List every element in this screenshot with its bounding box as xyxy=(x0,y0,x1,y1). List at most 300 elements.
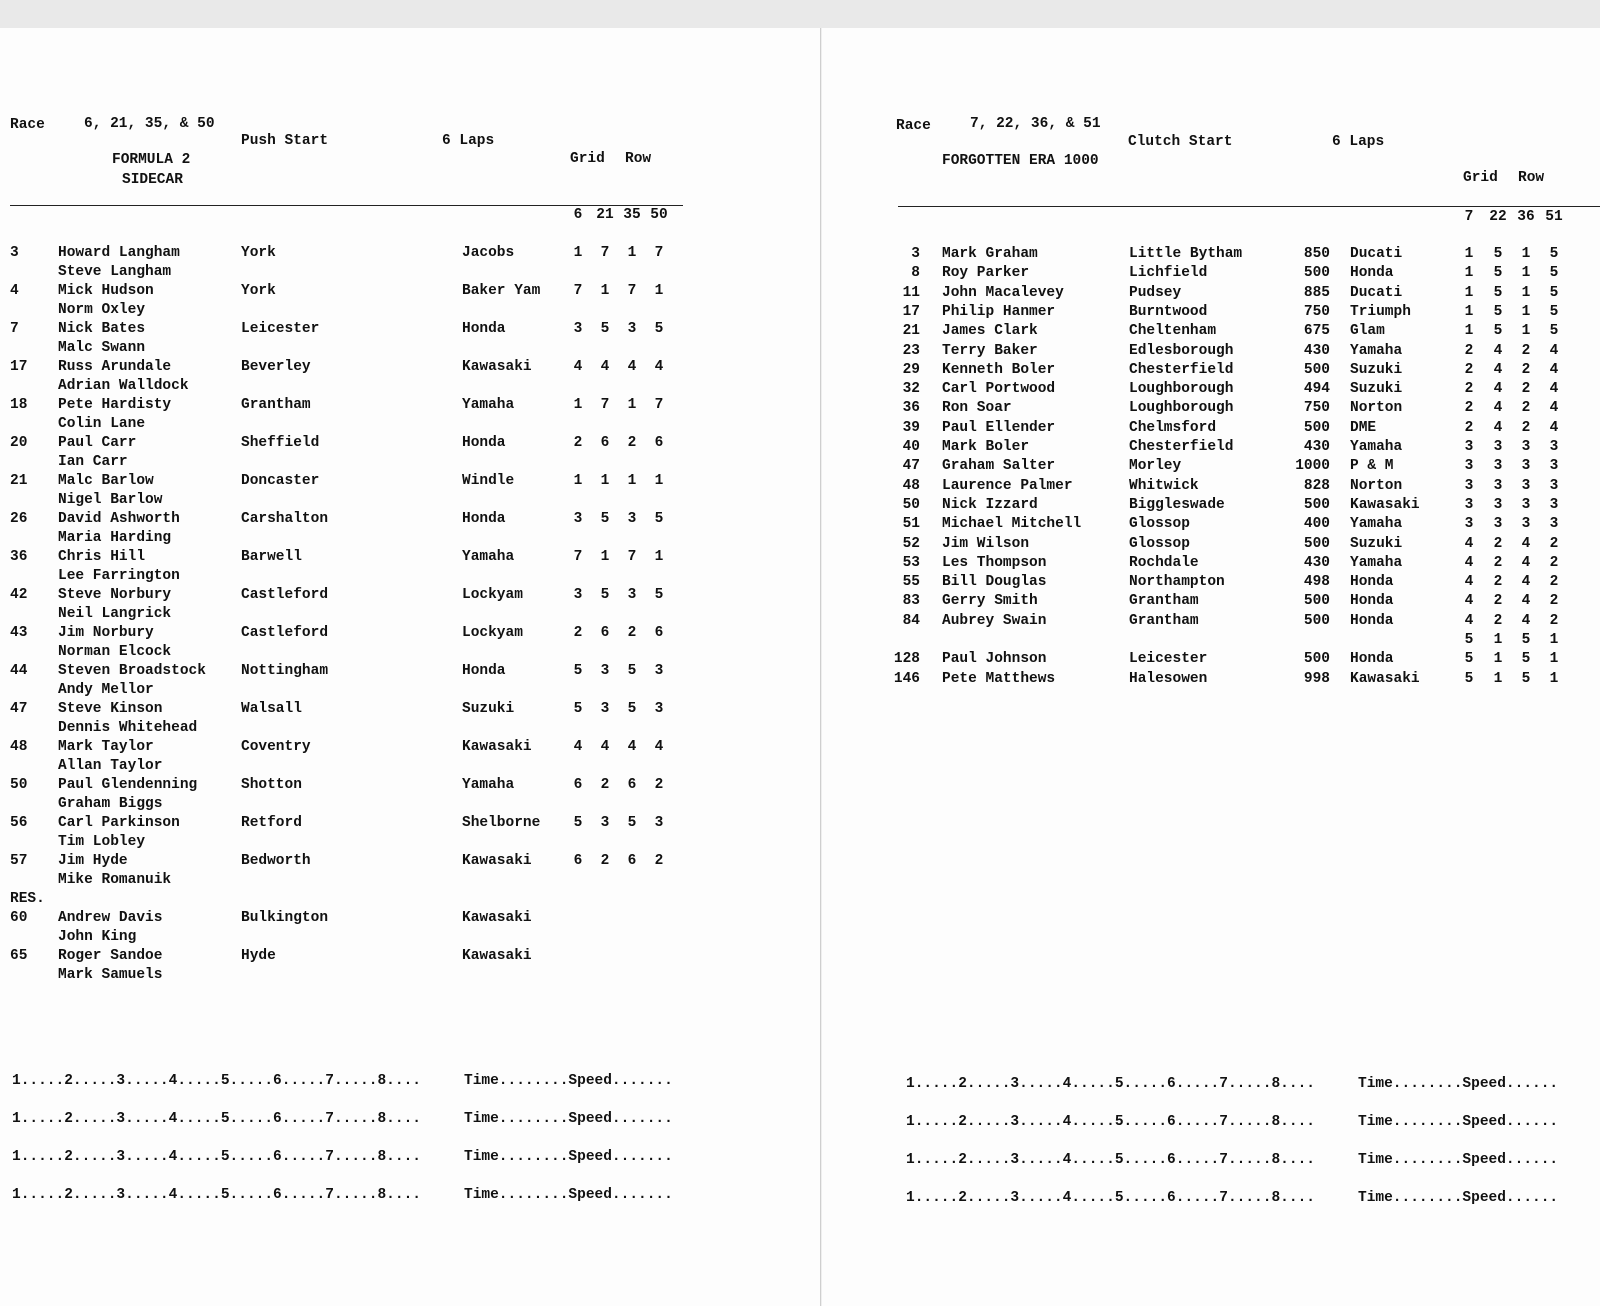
right-page xyxy=(822,28,1600,1306)
rider-name: Pete Hardisty xyxy=(58,397,172,413)
grid-position: 1 xyxy=(1464,265,1474,282)
machine-make: Suzuki xyxy=(1350,381,1403,398)
entry-number: 26 xyxy=(10,511,28,527)
grid-position: 5 xyxy=(1549,265,1559,282)
grid-position: 3 xyxy=(573,321,583,337)
time-speed-line: Time........Speed...... xyxy=(1358,1076,1559,1092)
reserve-name: Roger Sandoe xyxy=(58,948,163,964)
grid-position: 4 xyxy=(1493,381,1503,398)
rider-name: Carl Parkinson xyxy=(58,815,180,831)
rider-name: Dennis Whitehead xyxy=(58,720,198,736)
grid-position: 2 xyxy=(627,625,637,641)
rider-town: Glossop xyxy=(1129,535,1190,552)
row-header: Row xyxy=(1518,170,1545,186)
rider-town: Edlesborough xyxy=(1129,342,1234,359)
grid-position: 1 xyxy=(1549,651,1559,668)
engine-cc: 750 xyxy=(1303,303,1330,320)
rider-name: David Ashworth xyxy=(58,511,180,527)
engine-cc: 400 xyxy=(1303,516,1330,533)
engine-cc: 998 xyxy=(1303,670,1330,687)
entry-number: 29 xyxy=(902,361,920,378)
rider-town: Whitwick xyxy=(1129,477,1199,494)
reserve-town: Bulkington xyxy=(241,910,329,926)
grid-position: 1 xyxy=(1493,651,1503,668)
grid-position: 2 xyxy=(1464,419,1474,436)
grid-position: 4 xyxy=(1493,342,1503,359)
grid-position: 3 xyxy=(1493,439,1503,455)
grid-position: 2 xyxy=(1521,400,1531,417)
grid-position: 3 xyxy=(1464,439,1474,455)
rider-name: Allan Taylor xyxy=(58,758,163,774)
grid-position: 4 xyxy=(600,359,610,375)
rider-name: Roy Parker xyxy=(942,265,1030,282)
entry-number: 42 xyxy=(10,587,28,603)
grid-position: 5 xyxy=(1493,323,1503,340)
grid-position: 4 xyxy=(1464,535,1474,552)
machine-make: Honda xyxy=(1350,574,1394,591)
machine-make: Yamaha xyxy=(1350,554,1403,571)
rider-town: Grantham xyxy=(1129,612,1199,629)
grid-position: 3 xyxy=(573,511,583,527)
grid-position: 7 xyxy=(573,283,583,299)
grid-position: 2 xyxy=(1549,535,1559,552)
lap-line: 1.....2.....3.....4.....5.....6.....7.....8.... xyxy=(12,1187,421,1203)
lap-line: 1.....2.....3.....4.....5.....6.....7.....8.... xyxy=(12,1149,421,1165)
grid-position: 4 xyxy=(1549,400,1559,417)
rider-name: Gerry Smith xyxy=(942,593,1038,610)
entry-number: 51 xyxy=(902,516,920,533)
grid-position: 5 xyxy=(1464,632,1474,648)
grid-position: 2 xyxy=(573,435,583,451)
grid-position: 2 xyxy=(1549,554,1559,571)
class-title: FORGOTTEN ERA 1000 xyxy=(942,153,1099,169)
rider-name: Philip Hanmer xyxy=(942,303,1056,320)
rider-town: Grantham xyxy=(241,397,311,413)
entry-number: 32 xyxy=(902,381,920,398)
rider-town: Loughborough xyxy=(1129,381,1234,398)
grid-position: 2 xyxy=(1493,612,1503,629)
grid-position: 1 xyxy=(654,549,664,565)
entry-number: 4 xyxy=(10,283,19,299)
race-column-number: 7 xyxy=(1464,209,1474,225)
grid-position: 2 xyxy=(1493,593,1503,610)
rider-town: York xyxy=(241,283,276,299)
lap-line: 1.....2.....3.....4.....5.....6.....7.....8.... xyxy=(906,1152,1315,1168)
machine-make: Yamaha xyxy=(1350,439,1403,455)
rider-name: Terry Baker xyxy=(942,342,1038,359)
time-speed-line: Time........Speed....... xyxy=(464,1187,673,1203)
machine-name: Kawasaki xyxy=(462,739,532,755)
grid-position: 4 xyxy=(627,359,637,375)
grid-position: 2 xyxy=(600,777,610,793)
grid-position: 1 xyxy=(1521,303,1531,320)
machine-make: Norton xyxy=(1350,400,1403,417)
entry-number: 47 xyxy=(902,458,920,475)
grid-position: 1 xyxy=(1464,323,1474,340)
grid-position: 4 xyxy=(1464,612,1474,629)
entry-number: 84 xyxy=(902,612,920,629)
lap-line: 1.....2.....3.....4.....5.....6.....7.....8.... xyxy=(906,1076,1315,1092)
grid-position: 5 xyxy=(1549,303,1559,320)
entry-number: 55 xyxy=(902,574,920,591)
engine-cc: 500 xyxy=(1303,496,1330,513)
rider-town: Burntwood xyxy=(1129,303,1208,320)
rider-town: Cheltenham xyxy=(1129,323,1217,340)
grid-position: 3 xyxy=(1464,458,1474,475)
engine-cc: 885 xyxy=(1303,284,1330,301)
race-column-number: 36 xyxy=(1517,209,1535,225)
grid-position: 4 xyxy=(627,739,637,755)
grid-position: 4 xyxy=(1464,574,1474,591)
time-speed-line: Time........Speed...... xyxy=(1358,1114,1559,1130)
grid-position: 4 xyxy=(1464,554,1474,571)
rider-name: Nick Izzard xyxy=(942,496,1038,513)
grid-position: 1 xyxy=(600,549,610,565)
grid-position: 1 xyxy=(600,473,610,489)
grid-position: 4 xyxy=(1521,593,1531,610)
rider-name: Chris Hill xyxy=(58,549,146,565)
grid-position: 2 xyxy=(1549,574,1559,591)
engine-cc: 850 xyxy=(1303,246,1330,262)
grid-position: 3 xyxy=(627,511,637,527)
rider-town: Northampton xyxy=(1129,574,1225,591)
rider-town: Chesterfield xyxy=(1129,361,1234,378)
entry-number: 36 xyxy=(10,549,28,565)
lap-line: 1.....2.....3.....4.....5.....6.....7.....8.... xyxy=(12,1073,421,1089)
rider-name: Ron Soar xyxy=(942,400,1012,417)
grid-position: 5 xyxy=(1493,303,1503,320)
rider-town: Lichfield xyxy=(1129,265,1208,282)
rider-town: Halesowen xyxy=(1129,670,1208,687)
grid-position: 4 xyxy=(1521,574,1531,591)
grid-position: 5 xyxy=(600,587,610,603)
rider-name: Nick Bates xyxy=(58,321,146,337)
entry-number: 52 xyxy=(902,535,920,552)
grid-position: 1 xyxy=(1521,246,1531,262)
grid-header: Grid xyxy=(1463,170,1498,186)
rider-town: Castleford xyxy=(241,587,329,603)
rider-town: Coventry xyxy=(241,739,311,755)
grid-position: 3 xyxy=(1493,496,1503,513)
engine-cc: 430 xyxy=(1303,439,1330,455)
grid-position: 4 xyxy=(1521,535,1531,552)
race-column-number: 50 xyxy=(650,207,668,223)
rider-name: Carl Portwood xyxy=(942,381,1056,398)
lap-line: 1.....2.....3.....4.....5.....6.....7.....8.... xyxy=(906,1190,1315,1206)
grid-position: 5 xyxy=(1549,284,1559,301)
machine-make: Yamaha xyxy=(1350,342,1403,359)
grid-position: 5 xyxy=(654,511,664,527)
machine-name: Lockyam xyxy=(462,587,523,603)
machine-make: Yamaha xyxy=(1350,516,1403,533)
grid-position: 2 xyxy=(573,625,583,641)
rider-town: Chesterfield xyxy=(1129,439,1234,455)
grid-position: 7 xyxy=(654,397,664,413)
grid-position: 5 xyxy=(1521,670,1531,687)
engine-cc: 500 xyxy=(1303,593,1330,610)
machine-make: Ducati xyxy=(1350,246,1403,262)
machine-name: Baker Yam xyxy=(462,283,541,299)
machine-make: Honda xyxy=(1350,612,1394,629)
reserve-number: 60 xyxy=(10,910,28,926)
grid-position: 3 xyxy=(627,321,637,337)
entry-number: 39 xyxy=(902,419,920,436)
machine-name: Suzuki xyxy=(462,701,515,717)
machine-name: Jacobs xyxy=(462,245,515,261)
grid-position: 5 xyxy=(627,701,637,717)
rider-name: Paul Johnson xyxy=(942,651,1047,668)
rider-town: Barwell xyxy=(241,549,302,565)
grid-position: 2 xyxy=(1493,554,1503,571)
machine-name: Lockyam xyxy=(462,625,523,641)
grid-position: 3 xyxy=(1521,516,1531,533)
grid-position: 2 xyxy=(1493,535,1503,552)
entry-number: 48 xyxy=(10,739,28,755)
machine-make: Kawasaki xyxy=(1350,670,1420,687)
grid-position: 3 xyxy=(1549,516,1559,533)
rider-town: Chelmsford xyxy=(1129,419,1217,436)
entry-number: 11 xyxy=(902,284,920,301)
machine-name: Windle xyxy=(462,473,515,489)
engine-cc: 1000 xyxy=(1295,458,1330,475)
time-speed-line: Time........Speed....... xyxy=(464,1111,673,1127)
grid-position: 1 xyxy=(573,397,583,413)
laps: 6 Laps xyxy=(442,133,495,149)
rider-name: Jim Hyde xyxy=(58,853,128,869)
rider-name: Graham Salter xyxy=(942,458,1056,475)
class-title: FORMULA 2 xyxy=(112,152,191,168)
entry-number: 48 xyxy=(902,477,920,494)
lap-line: 1.....2.....3.....4.....5.....6.....7.....8.... xyxy=(906,1114,1315,1130)
rider-town: Pudsey xyxy=(1129,284,1182,301)
grid-position: 2 xyxy=(1521,342,1531,359)
rider-name: Mark Graham xyxy=(942,246,1038,262)
entry-number: 21 xyxy=(902,323,920,340)
entry-number: 8 xyxy=(911,265,920,282)
grid-position: 1 xyxy=(654,473,664,489)
rider-name: Neil Langrick xyxy=(58,606,172,622)
grid-position: 2 xyxy=(1464,361,1474,378)
grid-position: 5 xyxy=(654,587,664,603)
entry-number: 17 xyxy=(902,303,920,320)
entry-number: 36 xyxy=(902,400,920,417)
rider-name: Andy Mellor xyxy=(58,682,154,698)
grid-position: 4 xyxy=(1549,419,1559,436)
grid-position: 2 xyxy=(1549,593,1559,610)
grid-position: 4 xyxy=(1521,612,1531,629)
race-column-number: 35 xyxy=(623,207,641,223)
grid-position: 4 xyxy=(1493,419,1503,436)
header-rule xyxy=(898,206,1600,207)
grid-position: 7 xyxy=(573,549,583,565)
engine-cc: 500 xyxy=(1303,535,1330,552)
race-label: Race xyxy=(896,118,931,134)
grid-position: 1 xyxy=(1464,303,1474,320)
machine-make: Honda xyxy=(1350,651,1394,668)
machine-name: Honda xyxy=(462,511,506,527)
grid-position: 5 xyxy=(1493,284,1503,301)
grid-position: 3 xyxy=(654,701,664,717)
rider-town: Castleford xyxy=(241,625,329,641)
machine-make: Ducati xyxy=(1350,284,1403,301)
machine-name: Kawasaki xyxy=(462,853,532,869)
header-rule xyxy=(10,205,683,206)
engine-cc: 500 xyxy=(1303,651,1330,668)
grid-position: 6 xyxy=(654,625,664,641)
grid-position: 6 xyxy=(600,435,610,451)
race-column-number: 22 xyxy=(1489,209,1507,225)
entry-number: 44 xyxy=(10,663,28,679)
engine-cc: 500 xyxy=(1303,361,1330,378)
grid-position: 2 xyxy=(1464,381,1474,398)
grid-position: 2 xyxy=(1521,361,1531,378)
grid-position: 7 xyxy=(600,397,610,413)
grid-position: 3 xyxy=(1464,477,1474,494)
rider-town: Morley xyxy=(1129,458,1182,475)
lap-line: 1.....2.....3.....4.....5.....6.....7.....8.... xyxy=(12,1111,421,1127)
entry-number: 47 xyxy=(10,701,28,717)
entry-number: 18 xyxy=(10,397,28,413)
engine-cc: 500 xyxy=(1303,419,1330,436)
grid-position: 4 xyxy=(1493,361,1503,378)
grid-position: 3 xyxy=(600,815,610,831)
rider-name: Malc Barlow xyxy=(58,473,154,489)
grid-position: 3 xyxy=(573,587,583,603)
rider-name: Howard Langham xyxy=(58,245,180,261)
engine-cc: 675 xyxy=(1303,323,1330,340)
grid-position: 1 xyxy=(1521,323,1531,340)
rider-town: Leicester xyxy=(241,321,320,337)
grid-position: 4 xyxy=(1493,400,1503,417)
machine-name: Yamaha xyxy=(462,777,515,793)
engine-cc: 828 xyxy=(1303,477,1330,494)
grid-position: 4 xyxy=(1549,342,1559,359)
entry-number: 3 xyxy=(911,246,920,262)
grid-position: 6 xyxy=(627,777,637,793)
rider-town: Bedworth xyxy=(241,853,311,869)
rider-town: Biggleswade xyxy=(1129,496,1225,513)
start-type: Clutch Start xyxy=(1128,134,1233,150)
race-numbers: 6, 21, 35, & 50 xyxy=(84,116,215,132)
engine-cc: 430 xyxy=(1303,342,1330,359)
grid-position: 7 xyxy=(627,549,637,565)
grid-position: 2 xyxy=(654,777,664,793)
grid-position: 4 xyxy=(1549,381,1559,398)
grid-position: 1 xyxy=(627,473,637,489)
reserve-name: Andrew Davis xyxy=(58,910,163,926)
race-numbers: 7, 22, 36, & 51 xyxy=(970,116,1101,132)
machine-make: DME xyxy=(1350,419,1377,436)
machine-name: Yamaha xyxy=(462,549,515,565)
grid-position: 4 xyxy=(654,359,664,375)
grid-position: 1 xyxy=(600,283,610,299)
grid-position: 2 xyxy=(1549,612,1559,629)
grid-position: 4 xyxy=(654,739,664,755)
grid-position: 4 xyxy=(573,739,583,755)
engine-cc: 500 xyxy=(1303,265,1330,282)
start-type: Push Start xyxy=(241,133,329,149)
grid-position: 5 xyxy=(627,815,637,831)
grid-position: 5 xyxy=(1464,670,1474,687)
rider-name: Maria Harding xyxy=(58,530,172,546)
rider-town: Glossop xyxy=(1129,516,1190,533)
grid-position: 1 xyxy=(1464,246,1474,262)
rider-name: Lee Farrington xyxy=(58,568,180,584)
entry-number: 56 xyxy=(10,815,28,831)
grid-position: 3 xyxy=(654,815,664,831)
time-speed-line: Time........Speed...... xyxy=(1358,1190,1559,1206)
engine-cc: 750 xyxy=(1303,400,1330,417)
grid-position: 2 xyxy=(1464,400,1474,417)
grid-position: 3 xyxy=(627,587,637,603)
rider-name: Colin Lane xyxy=(58,416,146,432)
reserve-machine: Kawasaki xyxy=(462,910,532,926)
rider-town: Leicester xyxy=(1129,651,1208,668)
rider-name: Steve Kinson xyxy=(58,701,163,717)
grid-position: 7 xyxy=(600,245,610,261)
race-column-number: 51 xyxy=(1545,209,1563,225)
grid-position: 3 xyxy=(1493,458,1503,475)
machine-make: Honda xyxy=(1350,593,1394,610)
rider-name: Michael Mitchell xyxy=(942,516,1082,533)
entry-number: 17 xyxy=(10,359,28,375)
entry-number: 146 xyxy=(893,670,920,687)
rider-town: Beverley xyxy=(241,359,311,375)
rider-name: Jim Wilson xyxy=(942,535,1030,552)
grid-position: 4 xyxy=(1521,554,1531,571)
grid-position: 1 xyxy=(1521,265,1531,282)
rider-name: Steven Broadstock xyxy=(58,663,206,679)
rider-town: Doncaster xyxy=(241,473,320,489)
row-header: Row xyxy=(625,151,652,167)
rider-name: James Clark xyxy=(942,323,1038,340)
rider-town: Shotton xyxy=(241,777,302,793)
grid-position: 2 xyxy=(600,853,610,869)
engine-cc: 500 xyxy=(1303,612,1330,629)
grid-header: Grid xyxy=(570,151,605,167)
grid-position: 6 xyxy=(600,625,610,641)
rider-town: Nottingham xyxy=(241,663,329,679)
machine-make: Glam xyxy=(1350,323,1385,340)
time-speed-line: Time........Speed....... xyxy=(464,1149,673,1165)
grid-position: 2 xyxy=(1493,574,1503,591)
grid-position: 3 xyxy=(1549,439,1559,455)
race-label: Race xyxy=(10,117,45,133)
rider-name: Paul Glendenning xyxy=(58,777,198,793)
engine-cc: 498 xyxy=(1303,574,1330,591)
entry-number: 50 xyxy=(10,777,28,793)
reserves-label: RES. xyxy=(10,891,45,907)
rider-name: Malc Swann xyxy=(58,340,146,356)
entry-number: 43 xyxy=(10,625,28,641)
rider-town: Carshalton xyxy=(241,511,329,527)
grid-position: 5 xyxy=(1521,632,1531,648)
rider-name: Ian Carr xyxy=(58,454,128,470)
grid-position: 1 xyxy=(627,397,637,413)
grid-position: 2 xyxy=(1464,342,1474,359)
grid-position: 5 xyxy=(1521,651,1531,668)
grid-position: 5 xyxy=(654,321,664,337)
machine-make: Triumph xyxy=(1350,303,1411,320)
entry-number: 20 xyxy=(10,435,28,451)
rider-name: Mike Romanuik xyxy=(58,872,172,888)
grid-position: 1 xyxy=(1521,284,1531,301)
rider-town: Little Bytham xyxy=(1129,246,1243,262)
rider-name: Pete Matthews xyxy=(942,670,1056,687)
laps: 6 Laps xyxy=(1332,134,1385,150)
race-column-number: 6 xyxy=(573,207,583,223)
machine-name: Honda xyxy=(462,663,506,679)
